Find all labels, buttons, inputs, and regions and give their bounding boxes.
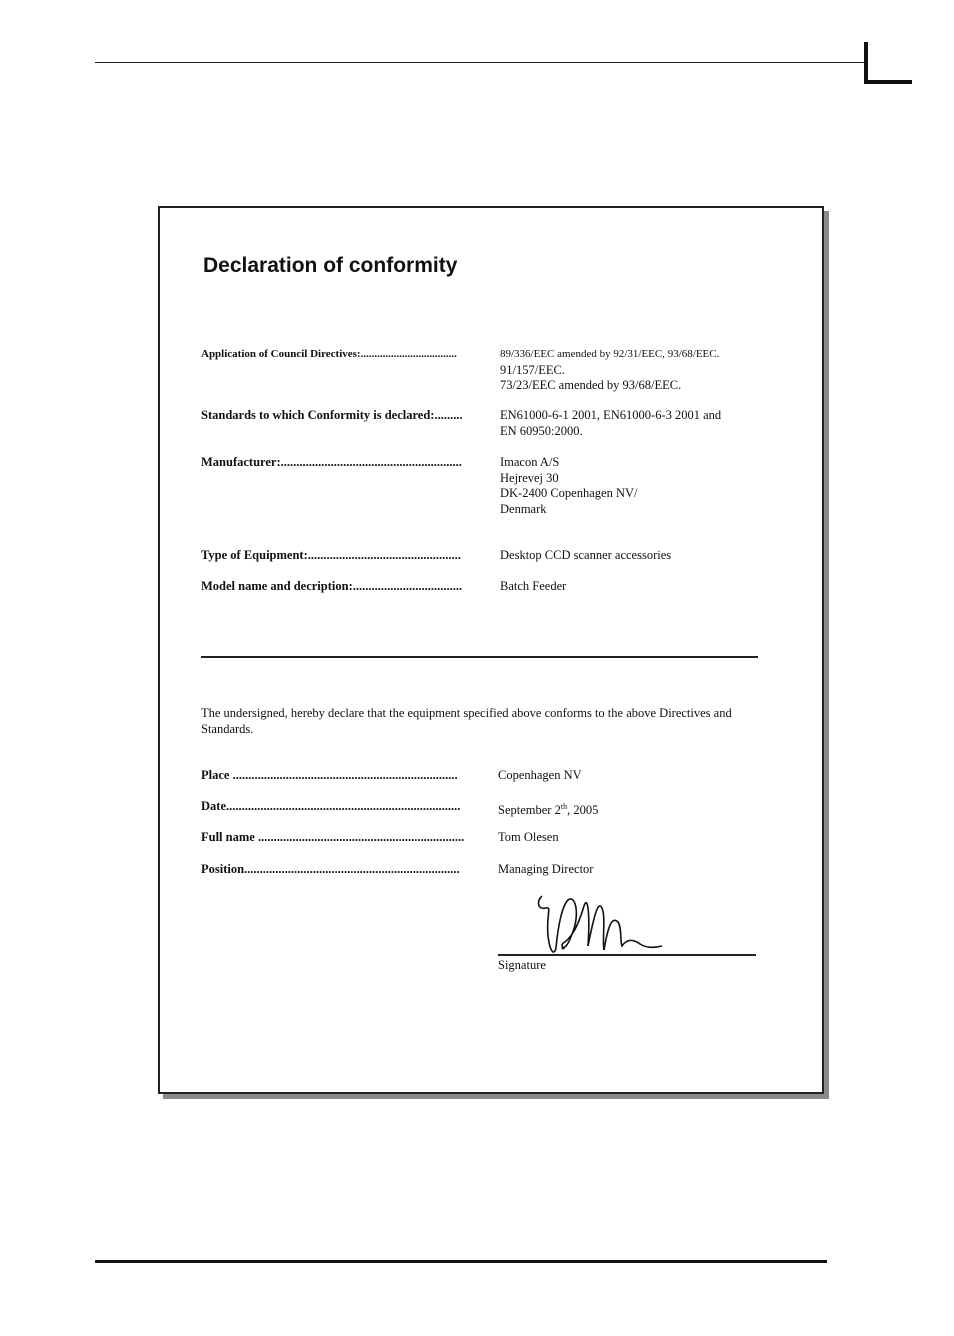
handwritten-signature bbox=[532, 886, 668, 960]
signatory-value-date: September 2th, 2005 bbox=[498, 802, 599, 818]
field-value-standards bbox=[500, 408, 721, 439]
field-label-manufacturer: Manufacturer:.......................................................... bbox=[201, 455, 462, 469]
header-rule bbox=[95, 62, 867, 63]
declaration-document bbox=[158, 206, 824, 1094]
value-line: EN61000-6-1 2001, EN61000-6-3 2001 and bbox=[500, 408, 722, 422]
signatory-value-full-name: Tom Olesen bbox=[498, 830, 559, 844]
document-title: Declaration of conformity bbox=[203, 254, 458, 277]
field-value-directives bbox=[500, 347, 719, 394]
value-line: Desktop CCD scanner accessories bbox=[500, 548, 672, 562]
field-label-model: Model name and decription:................................... bbox=[201, 579, 463, 593]
signatory-label-place: Place ........................................................................ bbox=[201, 768, 458, 782]
signatory-label-position: Position..................................................................... bbox=[201, 862, 460, 876]
value-line: EN 60950:2000. bbox=[500, 423, 583, 438]
footer-rule bbox=[95, 1260, 827, 1263]
value-line: DK-2400 Copenhagen NV/ bbox=[500, 486, 638, 500]
value-line: 89/336/EEC amended by 92/31/EEC, 93/68/EEC. bbox=[500, 348, 720, 360]
declaration-statement: The undersigned, hereby declare that the equipment specified above conforms to the above Directives and Standards. bbox=[201, 706, 732, 736]
field-value-model bbox=[500, 579, 566, 595]
value-line: Imacon A/S bbox=[500, 455, 560, 469]
corner-mark bbox=[864, 42, 912, 84]
field-value-equipment-type bbox=[500, 548, 671, 564]
field-label-directives: Application of Council Directives:................................... bbox=[201, 348, 457, 360]
signature-line bbox=[498, 954, 756, 956]
section-divider bbox=[201, 656, 758, 658]
signatory-value-place: Copenhagen NV bbox=[498, 768, 582, 782]
value-line: Hejrevej 30 bbox=[500, 470, 559, 485]
signatory-label-date: Date........................................................................... bbox=[201, 799, 461, 813]
signature-caption: Signature bbox=[498, 958, 546, 972]
value-line: 91/157/EEC. bbox=[500, 362, 565, 377]
signatory-value-position: Managing Director bbox=[498, 862, 594, 876]
field-label-equipment-type: Type of Equipment:................................................. bbox=[201, 548, 461, 562]
value-line: Denmark bbox=[500, 501, 547, 516]
field-value-manufacturer bbox=[500, 455, 637, 517]
field-label-standards: Standards to which Conformity is declared:......... bbox=[201, 408, 463, 422]
value-line: Batch Feeder bbox=[500, 579, 567, 593]
value-line: 73/23/EEC amended by 93/68/EEC. bbox=[500, 378, 682, 392]
signatory-label-full-name: Full name .................................................................. bbox=[201, 830, 465, 844]
